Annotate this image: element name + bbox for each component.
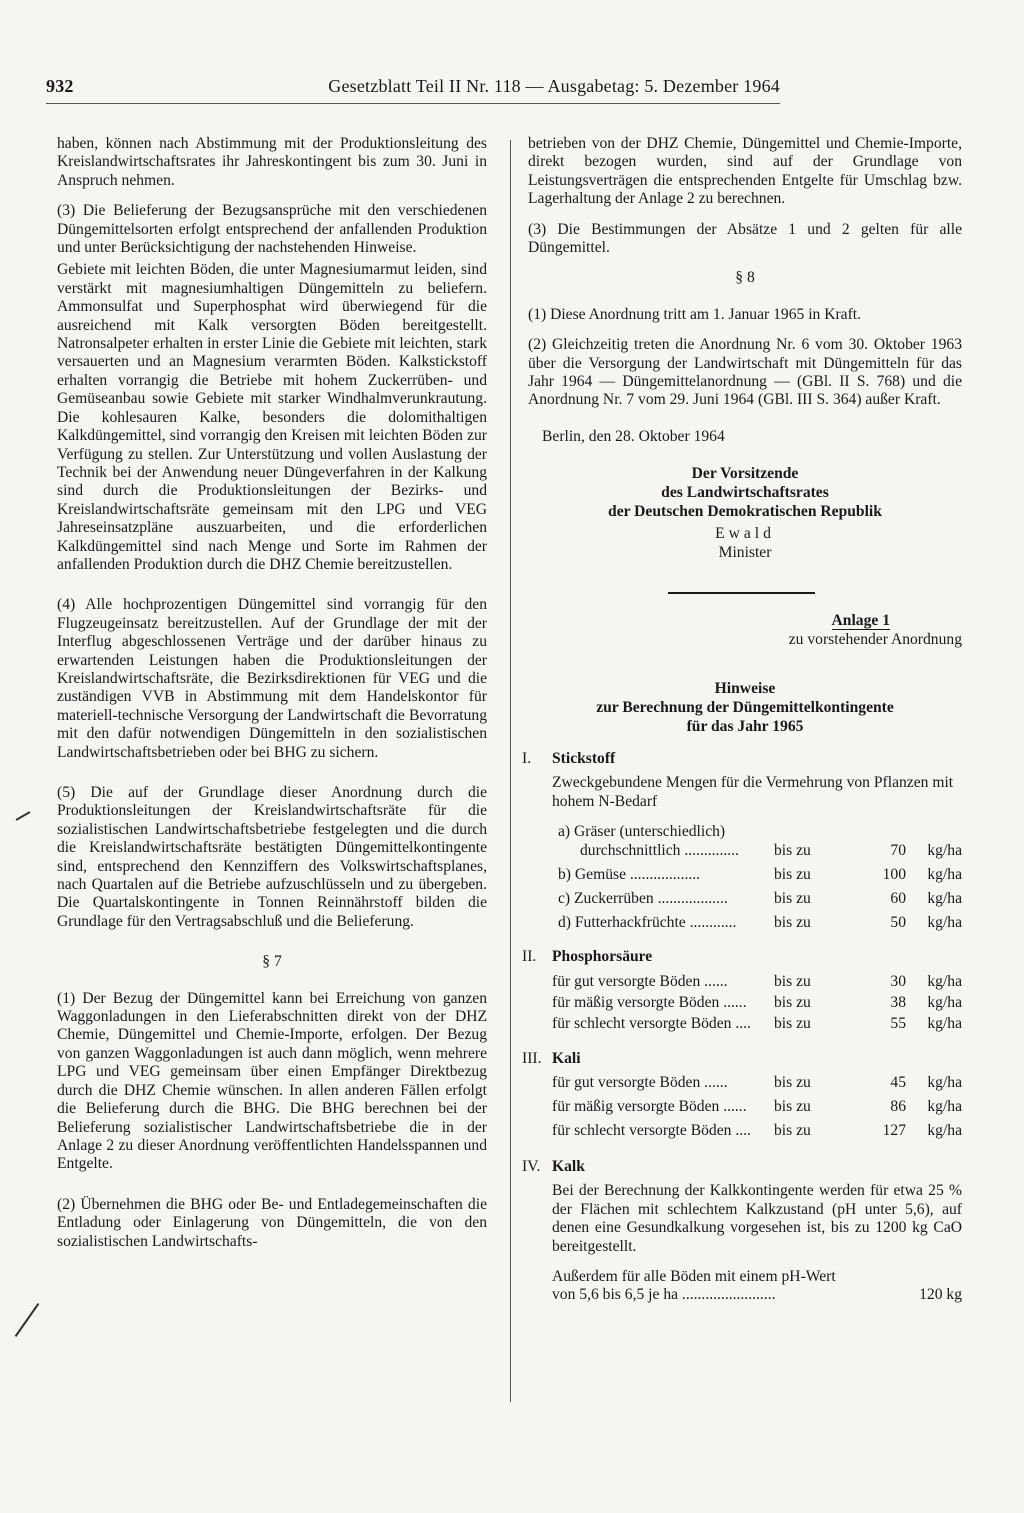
row-unit: kg/ha bbox=[927, 1073, 962, 1091]
margin-mark-upper bbox=[16, 811, 31, 821]
column-divider bbox=[510, 140, 511, 1402]
table-row bbox=[552, 1015, 962, 1036]
row-label: für mäßig versorgte Böden ...... bbox=[552, 1097, 747, 1115]
section-head-kalk bbox=[522, 1158, 962, 1176]
signature-line: der Deutschen Demokratischen Republik bbox=[608, 503, 882, 521]
table-row bbox=[552, 994, 962, 1015]
row-bis: bis zu bbox=[774, 866, 811, 884]
section-mark-7: § 7 bbox=[262, 953, 282, 971]
row-unit: kg/ha bbox=[927, 842, 962, 860]
paragraph: (3) Die Belieferung der Bezugsansprüche mit den verschiedenen Düngemittelsorten erfolgt entsprechend der anfallenden Produktion und unter Berücksichtigung der nachstehenden Hinweise. bbox=[57, 202, 487, 257]
row-label: für schlecht versorgte Böden .... bbox=[552, 1014, 751, 1032]
table-row bbox=[552, 1122, 962, 1146]
row-value: 55 bbox=[890, 1014, 906, 1032]
row-label: d) Futterhackfrüchte ............ bbox=[558, 914, 737, 932]
row-unit: kg/ha bbox=[927, 1014, 962, 1032]
kalk-row bbox=[552, 1286, 962, 1304]
row-bis: bis zu bbox=[774, 1097, 811, 1115]
paragraph: Bei der Berechnung der Kalkkontingente werden für etwa 25 % der Flächen mit schlechtem Kalkzustand (pH unter 5,6), auf denen eine Gesundkalkung vorgesehen ist, bis zu 1200 kg CaO bereitgestellt. bbox=[552, 1182, 962, 1255]
section-number: IV. bbox=[522, 1157, 541, 1175]
row-value: 30 bbox=[890, 972, 906, 990]
left-column bbox=[57, 135, 487, 1263]
table-row bbox=[552, 1074, 962, 1098]
signatory-name: Ewald bbox=[715, 525, 775, 543]
section-number: III. bbox=[522, 1049, 542, 1067]
table-row bbox=[558, 914, 962, 938]
row-unit: kg/ha bbox=[927, 1121, 962, 1139]
right-column bbox=[522, 135, 962, 1305]
section-mark-8: § 8 bbox=[735, 269, 755, 287]
row-value: 60 bbox=[890, 890, 906, 908]
separator-rule bbox=[668, 592, 815, 594]
page-header bbox=[46, 76, 780, 97]
row-label: c) Zuckerrüben .................. bbox=[558, 890, 728, 908]
row-bis: bis zu bbox=[774, 1014, 811, 1032]
paragraph: betrieben von der DHZ Chemie, Düngemittel und Chemie-Importe, direkt bezogen wurden, sind auf der Grundlage von Leistungsverträgen die entsprechenden Entgelte für Umschlag bzw. Lagerhaltung der Anlage 2 zu berechnen. bbox=[528, 135, 962, 208]
row-unit: kg/ha bbox=[927, 866, 962, 884]
table-row bbox=[558, 866, 962, 890]
section-head-kali bbox=[522, 1050, 962, 1068]
section-body-kalk bbox=[528, 1182, 962, 1304]
paragraph: (1) Der Bezug der Düngemittel kann bei Erreichung von ganzen Waggonladungen in den Lieferabschnitten direkt von der DHZ Chemie, Düngemittel und Chemie-Importe, erfolgen. Der Bezug von ganzen Waggonladungen ist auch dann möglich, wenn mehrere LPG und VEG gemeinsam über einen Empfänger Direktbezug durch die DHZ Chemie wünschen. In allen anderen Fällen erfolgt die Belieferung durch die BHG. Die BHG berechnen bei der Belieferung sozialistischer Landwirtschaftsbetriebe die in der Anlage 2 zu dieser Anordnung veröffentlichten Handelsspannen und Entgelte. bbox=[57, 989, 487, 1173]
row-unit: kg/ha bbox=[927, 890, 962, 908]
section-body-stickstoff bbox=[528, 774, 962, 938]
table-row bbox=[552, 1098, 962, 1122]
section-body-kali bbox=[528, 1074, 962, 1146]
signature-block bbox=[528, 464, 962, 521]
paragraph: (5) Die auf der Grundlage dieser Anordnung durch die Produktionsleitungen der Kreislandwirtschaftsräte für die sozialistischen Landwirtschaftsbetriebe festgelegten und die durch die Kreislandwirtschaftsräte bestätigten Düngemittelkontingente sind, entsprechend den Kennziffern des Volkswirtschaftsplanes, nach Quartalen auf die Betriebe aufzuschlüsseln und zu übergeben. Die Quartalskontingente in Tonnen Reinnährstoff bilden die Grundlage für den Vertragsabschluß und die Belieferung. bbox=[57, 784, 487, 930]
row-label: für gut versorgte Böden ...... bbox=[552, 972, 728, 990]
row-label: für schlecht versorgte Böden .... bbox=[552, 1121, 751, 1139]
page-number: 932 bbox=[46, 76, 74, 96]
section-title: Stickstoff bbox=[552, 749, 616, 767]
annex-title bbox=[528, 612, 962, 630]
table-row bbox=[558, 842, 962, 866]
rows-stickstoff bbox=[552, 842, 962, 938]
section-number: I. bbox=[522, 749, 532, 767]
margin-mark-lower bbox=[15, 1303, 40, 1337]
paragraph: Gebiete mit leichten Böden, die unter Magnesiumarmut leiden, sind verstärkt mit magnesiumhaltigen Düngemitteln zu beliefern. Ammonsulfat und Superphosphat wird überwiegend für die ausreichend mit Kalk versorgten Böden bereitgestellt. Natronsalpeter erhalten in erster Linie die Gebiete mit leichten, stark versauerten und an Magnesium verarmten Böden. Kalkstickstoff erhalten vorrangig die Betriebe mit hohem Zuckerrüben- und Gemüseanbau sowie Gebiete mit starker Windhalmverunkrautung. Die kohlesauren Kalke, besonders die dolomithaltigen Kalkdüngemittel, sind vorrangig den Kreisen mit leichten Böden zur Verfügung zu stellen. Zur Unterstützung und vollen Auslastung der Technik bei der Anwendung neuer Düngeverfahren in der Kalkung sind durch die Produktionsleitungen der Bezirks- und Kreislandwirtschaftsräte gemeinsam mit den LPG und VEG Jahreseinsatzpläne auszuarbeiten, und die erforderlichen Kalkdüngemittel sind nach Menge und Sorte im Rahmen der anfallenden Produktion durch die DHZ Chemie bereitzustellen. bbox=[57, 261, 487, 573]
row-label: durchschnittlich .............. bbox=[580, 842, 739, 860]
row-unit: kg/ha bbox=[927, 993, 962, 1011]
row-bis: bis zu bbox=[774, 1073, 811, 1091]
row-value: 38 bbox=[890, 993, 906, 1011]
annex-subtitle: zu vorstehender Anordnung bbox=[788, 630, 962, 648]
row-value: 120 kg bbox=[919, 1286, 962, 1304]
row-value: 127 bbox=[882, 1121, 906, 1139]
signature-line: Der Vorsitzende bbox=[691, 465, 799, 483]
paragraph: (4) Alle hochprozentigen Düngemittel sind vorrangig für den Flugzeugeinsatz bereitzustellen. Auf der Grundlage der mit der Interflug abgeschlossenen Verträge und der darüber hinaus zu erwartenden Leistungen haben die Produktionsleitungen der Kreislandwirtschaftsräte, die Bezirksdirektionen für VEG und die zuständigen VVB in Abstimmung mit dem Handelskontor für materiell-technische Versorgung der Landwirtschaft die Bevorratung mit den dafür notwendigen Düngemitteln in den sozialistischen Landwirtschaftsbetrieben oder bei BHG zu sichern. bbox=[57, 596, 487, 761]
annex-heading bbox=[528, 679, 962, 736]
row-bis: bis zu bbox=[774, 842, 811, 860]
row-label: für gut versorgte Böden ...... bbox=[552, 1073, 728, 1091]
row-label: für mäßig versorgte Böden ...... bbox=[552, 993, 747, 1011]
row-unit: kg/ha bbox=[927, 1097, 962, 1115]
item-line: a) Gräser (unterschiedlich) bbox=[558, 823, 726, 841]
place-date: Berlin, den 28. Oktober 1964 bbox=[542, 427, 725, 445]
row-bis: bis zu bbox=[774, 1121, 811, 1139]
paragraph: (2) Gleichzeitig treten die Anordnung Nr. 6 vom 30. Oktober 1963 über die Versorgung der Landwirtschaft mit Düngemitteln für das Jahr 1964 — Düngemittelanordnung — (GBl. II S. 768) und die Anordnung Nr. 7 vom 29. Juni 1964 (GBl. III S. 364) außer Kraft. bbox=[528, 336, 962, 409]
section-title: Phosphorsäure bbox=[552, 948, 653, 966]
row-bis: bis zu bbox=[774, 993, 811, 1011]
row-value: 50 bbox=[890, 914, 906, 932]
row-unit: kg/ha bbox=[927, 972, 962, 990]
table-row bbox=[552, 973, 962, 994]
section-body-phosphorsaeure bbox=[528, 973, 962, 1036]
row-unit: kg/ha bbox=[927, 914, 962, 932]
row-bis: bis zu bbox=[774, 914, 811, 932]
paragraph: (3) Die Bestimmungen der Absätze 1 und 2 gelten für alle Düngemittel. bbox=[528, 220, 962, 257]
row-value: 45 bbox=[890, 1073, 906, 1091]
signatory-role: Minister bbox=[718, 543, 772, 561]
paragraph: haben, können nach Abstimmung mit der Produktionsleitung des Kreislandwirtschaftsrates ihr Jahreskontingent bis zum 30. Juni in Anspruch nehmen. bbox=[57, 135, 487, 189]
row-value: 86 bbox=[890, 1097, 906, 1115]
paragraph: (1) Diese Anordnung tritt am 1. Januar 1965 in Kraft. bbox=[528, 305, 862, 323]
row-value: 100 bbox=[882, 866, 906, 884]
header-rule bbox=[46, 103, 780, 104]
header-title: Gesetzblatt Teil II Nr. 118 — Ausgabetag: 5. Dezember 1964 bbox=[328, 76, 780, 96]
section-title: Kalk bbox=[552, 1157, 585, 1175]
row-label: b) Gemüse .................. bbox=[558, 866, 701, 884]
section-number: II. bbox=[522, 948, 537, 966]
section-intro: Zweckgebundene Mengen für die Vermehrung von Pflanzen mit hohem N-Bedarf bbox=[552, 774, 954, 810]
row-label: von 5,6 bis 6,5 je ha ........................ bbox=[552, 1286, 776, 1304]
annex-title-text: Anlage 1 bbox=[831, 612, 890, 630]
section-title: Kali bbox=[552, 1049, 581, 1067]
heading-line: Hinweise bbox=[714, 679, 776, 697]
section-head-stickstoff bbox=[522, 750, 962, 768]
heading-line: für das Jahr 1965 bbox=[686, 717, 804, 735]
row-value: 70 bbox=[890, 842, 906, 860]
table-row bbox=[558, 890, 962, 914]
section-head-phosphorsaeure bbox=[522, 948, 962, 966]
heading-line: zur Berechnung der Düngemittelkontingente bbox=[596, 698, 894, 716]
row-bis: bis zu bbox=[774, 890, 811, 908]
signature-line: des Landwirtschaftsrates bbox=[661, 484, 829, 502]
paragraph: (2) Übernehmen die BHG oder Be- und Entladegemeinschaften die Entladung oder Einlagerung von Düngemitteln, die von den sozialistischen Landwirtschafts- bbox=[57, 1195, 487, 1250]
row-bis: bis zu bbox=[774, 972, 811, 990]
kalk-line: Außerdem für alle Böden mit einem pH-Wert bbox=[552, 1267, 836, 1285]
